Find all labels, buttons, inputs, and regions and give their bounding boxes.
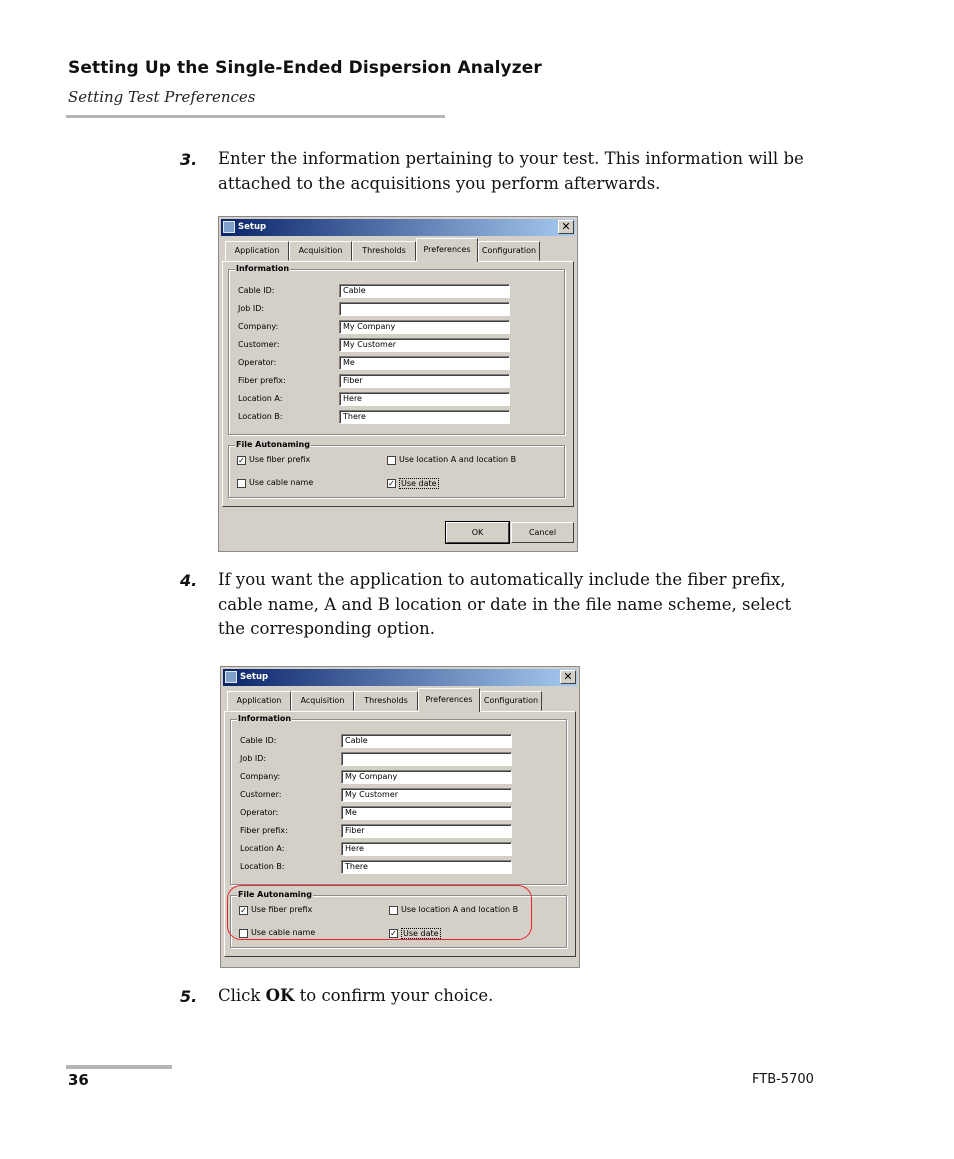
fiber-prefix-field[interactable]: Fiber [339,374,510,388]
location-b-field[interactable]: There [341,860,512,874]
location-a-label: Location A: [238,394,283,403]
company-field[interactable]: My Company [339,320,510,334]
fiber-prefix-label: Fiber prefix: [240,826,288,835]
tab-application[interactable]: Application [225,241,289,261]
tab-configuration[interactable]: Configuration [478,241,540,261]
file-autonaming-legend: File Autonaming [236,440,310,449]
tab-configuration[interactable]: Configuration [480,691,542,711]
step-5-number: 5. [180,987,198,1006]
file-autonaming-legend: File Autonaming [238,890,312,899]
header-divider [66,115,445,118]
job-id-label: Job ID: [238,304,265,313]
setup-app-icon [225,671,237,683]
tab-acquisition[interactable]: Acquisition [291,691,354,711]
customer-label: Customer: [238,340,280,349]
information-group [230,714,567,885]
cable-id-field[interactable]: Cable [341,734,512,748]
use-date-label: Use date [401,479,437,488]
tab-thresholds[interactable]: Thresholds [354,691,418,711]
tab-preferences[interactable]: Preferences [416,238,478,262]
step-5-prefix: Click [218,986,266,1005]
close-icon[interactable]: ✕ [560,670,576,684]
customer-label: Customer: [240,790,282,799]
dialog-title: Setup [238,222,267,232]
footer-divider [66,1065,172,1069]
location-a-field[interactable]: Here [341,842,512,856]
tab-acquisition[interactable]: Acquisition [289,241,352,261]
tab-thresholds[interactable]: Thresholds [352,241,416,261]
company-label: Company: [238,322,279,331]
step-5-text [218,984,818,1009]
fiber-prefix-label: Fiber prefix: [238,376,286,385]
location-b-label: Location B: [240,862,285,871]
use-cable-name-label: Use cable name [251,928,316,937]
information-group [228,264,565,435]
tab-preferences[interactable]: Preferences [418,688,480,712]
information-legend: Information [238,714,292,723]
step-4-text [218,568,818,642]
step-3-line-1: Enter the information pertaining to your test. This information will be [218,149,804,168]
job-id-field[interactable] [339,302,510,316]
step-3-number: 3. [180,150,198,169]
use-cable-name-label: Use cable name [249,478,314,487]
use-date-label: Use date [403,929,439,938]
company-field[interactable]: My Company [341,770,512,784]
product-name: FTB-5700 [752,1072,814,1087]
use-location-a-and-location-b-label: Use location A and location B [401,905,519,914]
page-number: 36 [68,1071,89,1089]
operator-field[interactable]: Me [339,356,510,370]
file-autonaming-group [228,440,565,498]
cable-id-field[interactable]: Cable [339,284,510,298]
title-bar [221,219,575,236]
step-5-ok-word: OK [265,986,295,1005]
operator-label: Operator: [240,808,279,817]
cancel-button[interactable]: Cancel [511,522,574,543]
job-id-label: Job ID: [240,754,267,763]
cable-id-label: Cable ID: [238,286,275,295]
highlight-oval [227,885,532,940]
customer-field[interactable]: My Customer [339,338,510,352]
step-3-text [218,147,818,196]
close-icon[interactable]: ✕ [558,220,574,234]
location-b-label: Location B: [238,412,283,421]
setup-app-icon [223,221,235,233]
step-4-line-3: the corresponding option. [218,619,436,638]
step-4-line-2: cable name, A and B location or date in the file name scheme, select [218,594,792,614]
step-3-line-2: attached to the acquisitions you perform afterwards. [218,173,661,193]
title-bar [223,669,577,686]
step-4-number: 4. [180,571,198,590]
company-label: Company: [240,772,281,781]
use-fiber-prefix-checkbox[interactable]: ✓ [240,906,247,915]
use-location-a-and-location-b-label: Use location A and location B [399,455,517,464]
use-location-a-and-location-b-checkbox[interactable] [387,456,396,465]
use-fiber-prefix-label: Use fiber prefix [249,455,311,464]
use-fiber-prefix-label: Use fiber prefix [251,905,313,914]
section-subtitle: Setting Test Preferences [68,88,256,106]
use-cable-name-checkbox[interactable] [237,479,246,488]
fiber-prefix-field[interactable]: Fiber [341,824,512,838]
cable-id-label: Cable ID: [240,736,277,745]
operator-field[interactable]: Me [341,806,512,820]
information-legend: Information [236,264,290,273]
tab-panel-preferences [222,261,574,507]
job-id-field[interactable] [341,752,512,766]
customer-field[interactable]: My Customer [341,788,512,802]
location-b-field[interactable]: There [339,410,510,424]
location-a-label: Location A: [240,844,285,853]
tab-application[interactable]: Application [227,691,291,711]
use-date-checkbox[interactable]: ✓ [390,929,397,938]
operator-label: Operator: [238,358,277,367]
ok-button[interactable]: OK [446,522,509,543]
use-fiber-prefix-checkbox[interactable]: ✓ [238,456,245,465]
location-a-field[interactable]: Here [339,392,510,406]
step-5-suffix: to confirm your choice. [294,986,494,1005]
step-4-line-1: If you want the application to automatically include the fiber prefix, [218,570,786,589]
section-title: Setting Up the Single-Ended Dispersion Analyzer [68,58,542,78]
dialog-title: Setup [240,672,269,682]
use-date-checkbox[interactable]: ✓ [388,479,395,488]
setup-dialog-1 [218,216,578,552]
